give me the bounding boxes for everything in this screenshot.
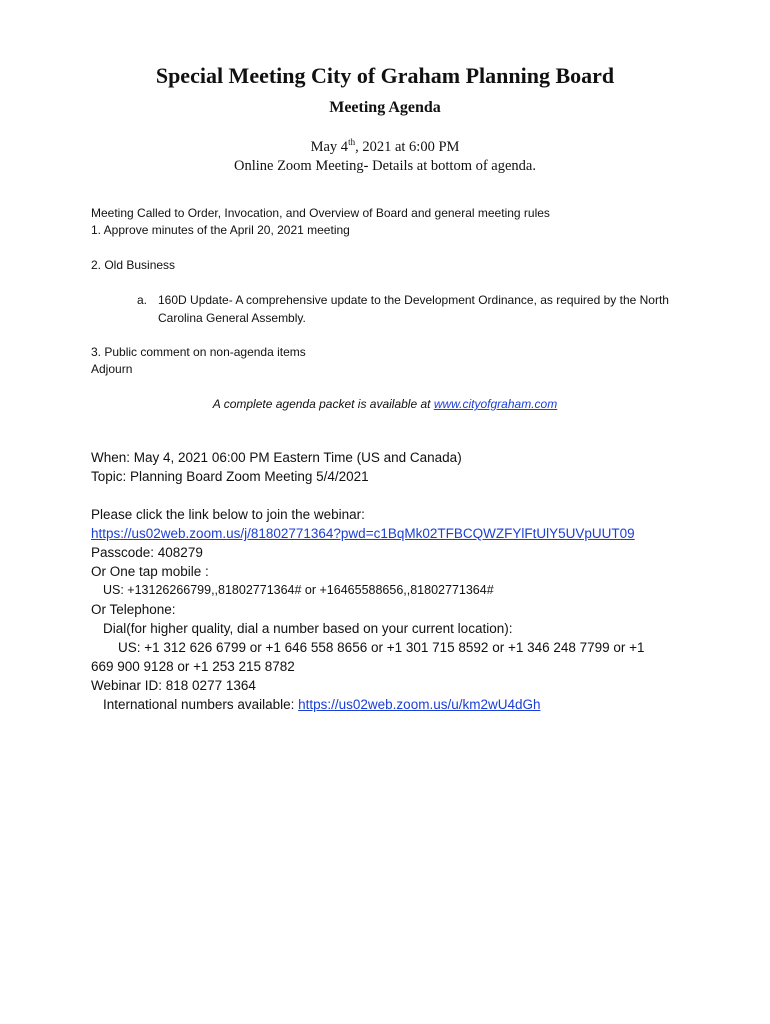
zoom-international-link[interactable]: https://us02web.zoom.us/u/km2wU4dGh [298, 697, 541, 712]
zoom-international-label: International numbers available: [103, 697, 299, 712]
agenda-adjourn: Adjourn [91, 362, 133, 376]
agenda-item-3: 3. Public comment on non-agenda items [91, 345, 306, 359]
zoom-one-tap-us: US: +13126266799,,81802771364# or +16465588656,,81802771364# [103, 583, 494, 597]
zoom-telephone-label: Or Telephone: [91, 602, 176, 617]
zoom-one-tap-label: Or One tap mobile : [91, 564, 209, 579]
zoom-join-prompt: Please click the link below to join the webinar: [91, 507, 365, 522]
agenda-item-2a-marker: a. [137, 293, 148, 307]
meeting-date [0, 137, 770, 157]
agenda-call-to-order: Meeting Called to Order, Invocation, and Overview of Board and general meeting rules [91, 206, 550, 220]
zoom-international [103, 695, 541, 714]
zoom-dial-us-numbers-cont: 669 900 9128 or +1 253 215 8782 [91, 659, 295, 674]
zoom-webinar-id: Webinar ID: 818 0277 1364 [91, 678, 256, 693]
document-subtitle: Meeting Agenda [329, 99, 441, 116]
zoom-topic: Topic: Planning Board Zoom Meeting 5/4/2021 [91, 469, 369, 484]
zoom-dial-us-numbers: US: +1 312 626 6799 or +1 646 558 8656 or +1 301 715 8592 or +1 346 248 7799 or +1 [118, 640, 645, 655]
agenda-item-1: 1. Approve minutes of the April 20, 2021 meeting [91, 223, 350, 237]
zoom-passcode: Passcode: 408279 [91, 545, 203, 560]
agenda-item-2a-text: 160D Update- A comprehensive update to the Development Ordinance, as required by the North Carolina General Assembly. [158, 293, 669, 325]
zoom-join-link[interactable]: https://us02web.zoom.us/j/81802771364?pwd=c1BqMk02TFBCQWZFYlFtUlY5UVpUUT09 [91, 526, 635, 541]
meeting-date-suffix: , 2021 at 6:00 PM [355, 139, 460, 155]
agenda-item-2: 2. Old Business [91, 258, 176, 272]
zoom-when: When: May 4, 2021 06:00 PM Eastern Time (US and Canada) [91, 450, 462, 465]
zoom-dial-instructions: Dial(for higher quality, dial a number based on your current location): [103, 621, 513, 636]
agenda-packet-text: A complete agenda packet is available at [212, 397, 434, 411]
meeting-date-prefix: May 4 [310, 139, 349, 155]
meeting-date-ordinal: th [348, 137, 356, 148]
document-title: Special Meeting City of Graham Planning Board [155, 63, 615, 88]
agenda-packet-note [0, 396, 770, 412]
meeting-location: Online Zoom Meeting- Details at bottom of agenda. [233, 158, 536, 174]
city-website-link[interactable]: www.cityofgraham.com [433, 397, 558, 411]
